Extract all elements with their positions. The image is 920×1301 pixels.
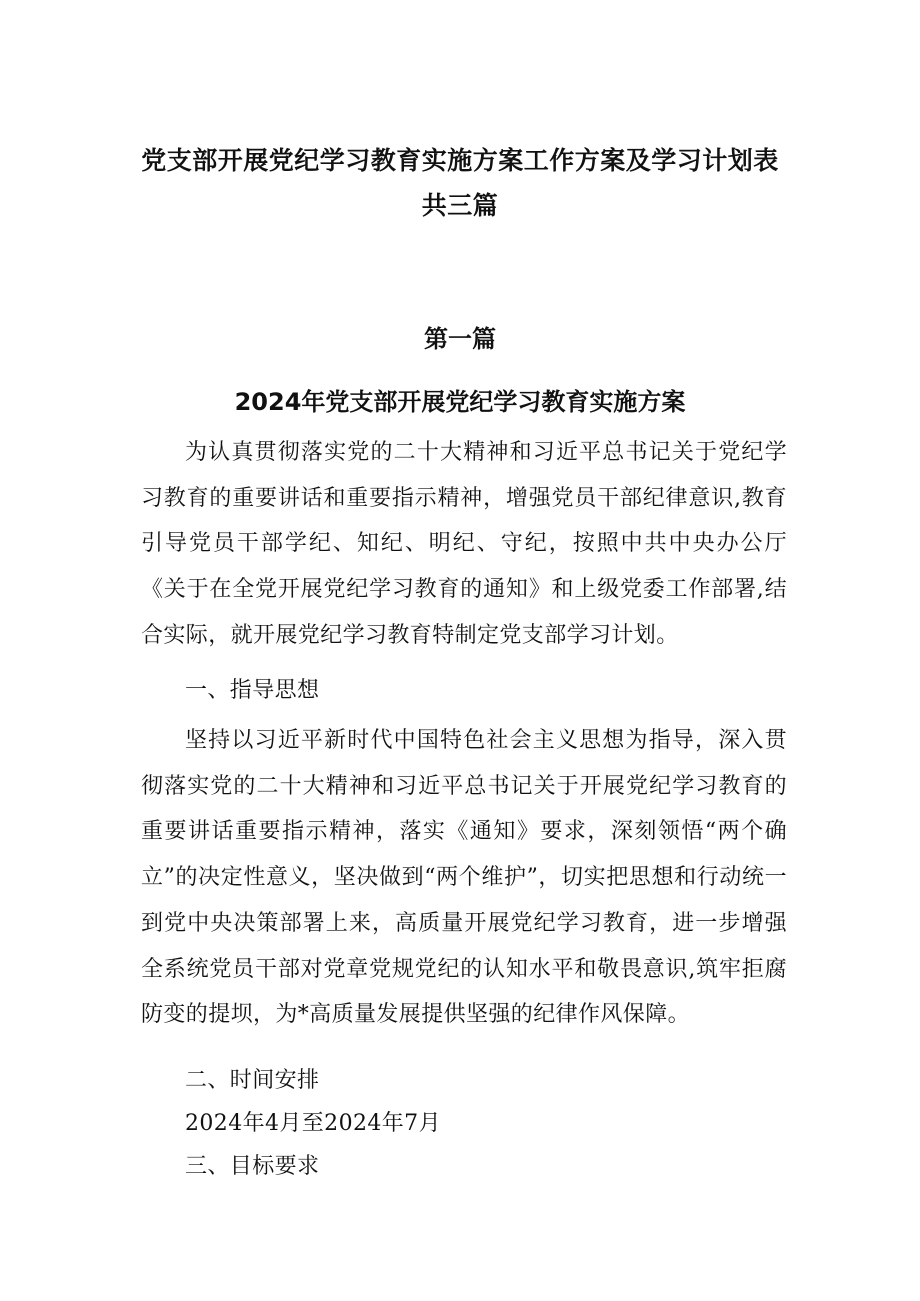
time-range: 2024年4月至2024年7月: [185, 1111, 441, 1136]
part-heading: 第一篇: [424, 325, 496, 353]
document-title-line-1: 党支部开展党纪学习教育实施方案工作方案及学习计划表: [141, 146, 779, 175]
heading-time-arrangement: 二、时间安排: [185, 1068, 320, 1093]
document-title-line-2: 共三篇: [421, 191, 499, 220]
intro-paragraph: 为认真贯彻落实党的二十大精神和习近平总书记关于党纪学习教育的重要讲话和重要指示精神，增强党员干部纪律意识,教育引导党员干部学纪、知纪、明纪、守纪，按照中共中央办公厅《关于在全党开展党纪学习教育的通知》和上级党委工作部署,结合实际，就开展党纪学习教育特制定党支部学习计划。: [141, 440, 787, 648]
heading-guiding-thought: 一、指导思想: [185, 678, 320, 703]
heading-goals: 三、目标要求: [185, 1154, 320, 1179]
section-title: 2024年党支部开展党纪学习教育实施方案: [234, 388, 686, 416]
guiding-thought-paragraph: 坚持以习近平新时代中国特色社会主义思想为指导，深入贯彻落实党的二十大精神和习近平总书记关于开展党纪学习教育的重要讲话重要指示精神，落实《通知》要求，深刻领悟“两个确立”的决定性意义，坚决做到“两个维护”，切实把思想和行动统一到党中央决策部署上来，高质量开展党纪学习教育，进一步增强全系统党员干部对党章党规党纪的认知水平和敬畏意识,筑牢拒腐防变的提坝，为*高质量发展提供坚强的纪律作风保障。: [141, 728, 787, 1028]
